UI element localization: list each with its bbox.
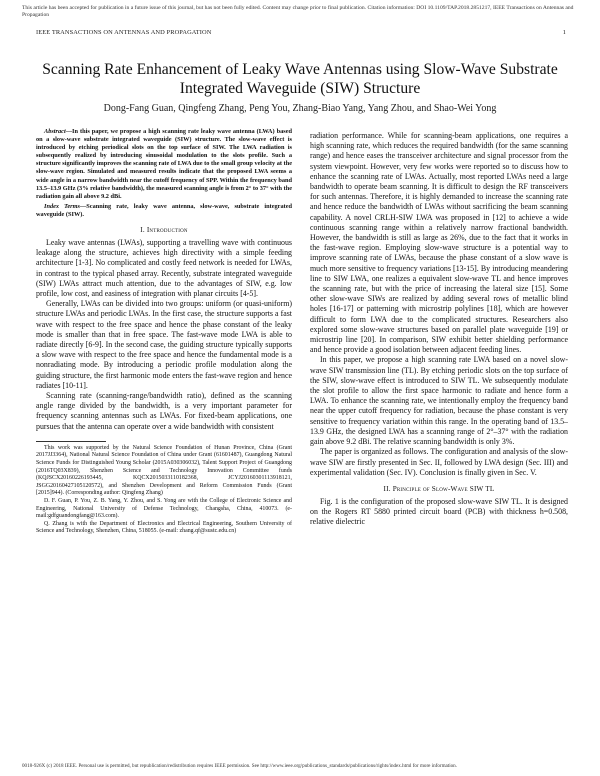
paper-title: Scanning Rate Enhancement of Leaky Wave Antennas using Slow-Wave Substrate Integrated Waveguide (SIW) Structure <box>42 61 558 97</box>
abstract-label: Abstract <box>44 128 66 135</box>
running-head <box>36 29 566 36</box>
author-list: Dong-Fang Guan, Qingfeng Zhang, Peng You, Zhang-Biao Yang, Yang Zhou, and Shao-Wei Yong <box>103 103 497 114</box>
intro-continued-paragraph: radiation performance. While for scanning-beam applications, one requires a high scanning rate, which reduces the required bandwidth (for the same scanning range) and hence eases the transceiver architecture and signal processor from the system viewpoint. However, very few works were reported so to discuss how to enhance the scanning rate of LWAs. Actually, most reported LWAs need a large bandwidth to operate beam scanning. It is difficult to design the RF transceivers for such antennas. Therefore, it is highly demanded to increase the scanning rate and hence reduce the bandwidth of LWAs without sacrificing the beam scanning capability. A novel CRLH-SIW LWA was proposed in [12] to achieve a wide continuous scanning range within a relatively narrow fractional bandwidth. However, the bandwidth is still as large as 26%, due to the fact that it works in the fast-wave region. Employing slow-wave structure is a potential way to improve scanning rate of LWAs, because the phase constant of a slow wave is much more sensitive to frequency variations [13-15]. By introducing meandering line to SIW LWA, one realizes a equivalent slow-wave TL and hence improves the scanning rate, but with the price of increasing the lateral size [15]. Some other slow-wave SIWs are realized by adding several rows of metallic blind holes [16-17] or patterning with microstrip polylines [18], which are however difficult to form LWA due to the complicated structures. Researchers also explored some slow-wave structures based on parallel plate waveguide [19] or microstrip line [20]. In comparison, SIW exhibit better shielding performance and hence provide a good isolation between adjacent feeding lines. <box>310 131 568 355</box>
intro-paragraph-2: Generally, LWAs can be divided into two groups: uniform (or quasi-uniform) structure LWAs and periodic LWAs. In the first case, the structure supports a fast wave with respect to the free space and hence the phase constant of the leaky mode is smaller than that in free space. The fast-wave mode LWA is able to radiate directly [6-9]. In the second case, the guiding structure typically supports a slow wave with respect to the free space and hence the fundamental mode is a nonradiating mode. By introducing a periodic profile modulation along the guiding structure, the first harmonic mode enters the fast-wave region and hence radiates [10-11]. <box>36 299 292 390</box>
affiliation-footnote-2: Q. Zhang is with the Department of Electronics and Electrical Engineering, Southern University of Science and Technology, Shenzhen, China, 518055. (e-mail: zhang.qf@sustc.edu.cn) <box>36 520 292 535</box>
abstract-text: —In this paper, we propose a high scanning rate leaky wave antenna (LWA) based on a slow-wave substrate integrated waveguide (SIW) structure. The slow-wave effect is introduced by etching periodical slots on the top surface of SIW. The LWA radiation is subsequently realized by introducing sinusoidal modulation to the slots profile. Such a structure significantly improves the scanning rate of LWA due to the small group velocity at the slow-wave region. Simulated and measured results indicate that the proposed LWA seems a wide angle in a narrow bandwidth near the cutoff frequency of SPP. Within the frequency band 13.5–13.9 GHz (3% relative bandwidth), the measured scanning angle is from 2° to 37° with the radiation gain all above 9.2 dBi. <box>36 128 292 200</box>
section-heading-introduction: I. Introduction <box>140 226 188 235</box>
journal-name: IEEE TRANSACTIONS ON ANTENNAS AND PROPAGATION <box>36 29 212 36</box>
contribution-paragraph: In this paper, we propose a high scanning rate LWA based on a novel slow-wave SIW transmission line (TL). By etching periodic slots on the top surface of the SIW, slow-wave effect is introduced to SIW TL. We subsequently modulate the slot profile to allow the first space harmonic to radiate and hence form a LWA. To enhance the scanning rate, we intentionally employ the frequency band near the upper cutoff frequency for radiation, because the phase constant is very sensitive to frequency variation within this range. In the operating band of 13.5–13.9 GHz, the designed LWA has a scanning range of 2°–37° with the radiation gain above 9.2 dBi. The relative scanning bandwidth is only 3%. <box>310 355 568 447</box>
page-number: 1 <box>562 29 566 36</box>
index-terms <box>36 203 292 219</box>
right-column <box>310 131 568 528</box>
left-column <box>36 128 292 536</box>
section-heading-principle: II. Principle of Slow-Wave SIW TL <box>383 484 495 493</box>
organization-paragraph: The paper is organized as follows. The configuration and analysis of the slow-wave SIW are firstly presented in Sec. II, followed by LWA design (Sec. III) and experimental validation (Sec. IV). Conclusion is finally given in Sec. V. <box>310 447 568 477</box>
intro-paragraph-1: Leaky wave antennas (LWAs), supporting a travelling wave with continuous leakage along the structure, achieves high directivity with a simple feeding architecture [1-3]. No complicated and costly feed network is needed for LWAs, in contrast to the typical phased array. Recently, substrate integrated waveguide (SIW) LWAs attract much attention, due to the advantages of SIW, e.g. low profile, low cost, and easiness of integration with planar circuits [4-5]. <box>36 238 292 299</box>
index-terms-text: —Scanning rate, leaky wave antenna, slow-wave, substrate integrated waveguide (SIW). <box>36 202 292 218</box>
affiliation-footnote-1: D. F. Guan, P. You, Z. B. Yang, Y. Zhou, and S. Yong are with the College of Electronic Science and Engineering, National University of Defense Technology, Changsha, China, 410073. (e-mail:gdfguandongfang@163.com). <box>36 498 292 520</box>
funding-footnote: This work was supported by the Natural Science Foundation of Hunan Province, China (Grant 2017JJ3364), National Natural Science Foundation of China under Grant (61601487), Guangdong Natural Science Funds for Distinguished Young Scholar (2015A030306032), Talent Support Project of Guangdong (2016TQ03X839), Shenzhen Science and Technology Innovation Committee funds (KQJSCX20160226193445, KQCX2015033110182368, JCYJ20160301113918121, JSGG20160427105120572), and Shenzhen Development and Reform Commission Funds (Grant [2015]944). (Corresponding author: Qingfeng Zhang) <box>36 444 292 497</box>
footnote-divider <box>36 441 106 442</box>
principle-paragraph-1: Fig. 1 is the configuration of the proposed slow-wave SIW TL. It is designed on the Rogers RT 5880 printed circuit board (PCB) with thickness h=0.508, relative dielectric <box>310 496 568 527</box>
intro-paragraph-3: Scanning rate (scanning-range/bandwidth ratio), defined as the scanning angle range divided by the bandwidth, is a very important parameter for frequency scanning antennas such as LWAs. For fixed-beam applications, one pursues that the antenna can operate over a wide bandwidth with consistent <box>36 391 292 431</box>
copyright-footer: 0018-926X (c) 2018 IEEE. Personal use is permitted, but republication/redistribution requires IEEE permission. See http://www.ieee.org/publications_standards/publications/rights/index.html for more information. <box>22 763 458 769</box>
acceptance-banner: This article has been accepted for publication in a future issue of this journal, but has not been fully edited. Content may change prior to final publication. Citation information: DOI 10.1109/TAP.2018.2851217, IEEE Transactions on Antennas and Propagation <box>22 5 574 18</box>
abstract <box>36 128 292 201</box>
index-terms-label: Index Terms <box>44 202 80 210</box>
